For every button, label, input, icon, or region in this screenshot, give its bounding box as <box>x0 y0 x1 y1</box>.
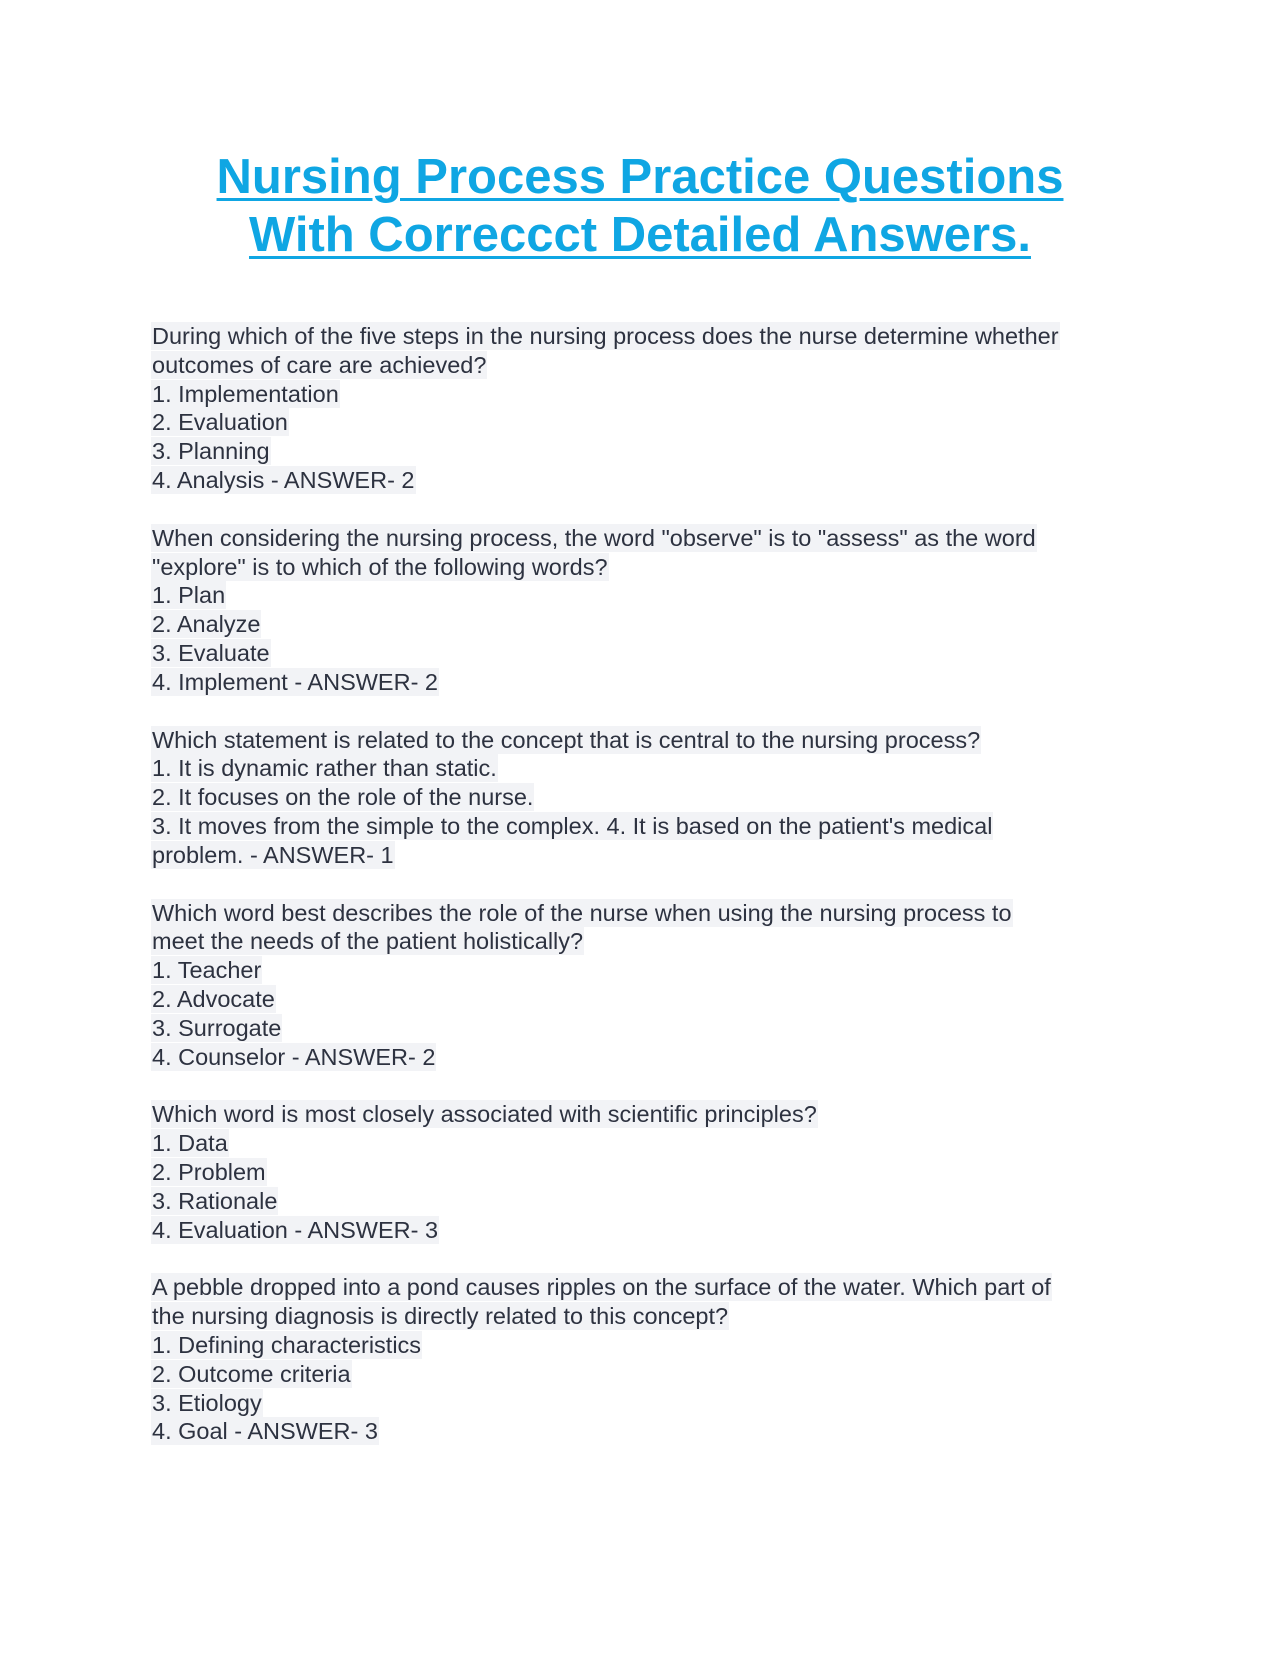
answer-option-with-answer: 4. Goal - ANSWER- 3 <box>152 1418 378 1445</box>
answer-option-with-answer: 4. Implement - ANSWER- 2 <box>152 668 438 695</box>
answer-option-with-answer: problem. - ANSWER- 1 <box>152 841 394 868</box>
answer-option: 3. Etiology <box>152 1389 262 1416</box>
answer-option: 3. It moves from the simple to the complex. 4. It is based on the patient's medical <box>152 812 993 839</box>
answer-option: 1. Defining characteristics <box>152 1331 422 1358</box>
answer-option: 2. Advocate <box>152 985 275 1012</box>
question-text-line: Which word best describes the role of the nurse when using the nursing process to <box>152 899 1012 926</box>
document-title-line-2: With Correccct Detailed Answers. <box>249 208 1031 262</box>
answer-option: 2. It focuses on the role of the nurse. <box>152 784 534 811</box>
answer-option-with-answer: 4. Counselor - ANSWER- 2 <box>152 1043 436 1070</box>
question-text-line: When considering the nursing process, the word "observe" is to "assess" as the word <box>152 524 1036 551</box>
answer-option: 2. Analyze <box>152 611 261 638</box>
question-text-line: Which word is most closely associated with scientific principles? <box>152 1101 817 1128</box>
answer-option: 1. Implementation <box>152 380 339 407</box>
answer-option: 1. It is dynamic rather than static. <box>152 755 497 782</box>
question-text-line: the nursing diagnosis is directly related to this concept? <box>152 1303 729 1330</box>
answer-option: 1. Data <box>152 1130 228 1157</box>
question-block <box>151 899 1131 1072</box>
answer-option: 3. Evaluate <box>152 639 270 666</box>
answer-option-with-answer: 4. Analysis - ANSWER- 2 <box>152 466 415 493</box>
answer-option: 3. Surrogate <box>152 1014 282 1041</box>
answer-option: 1. Teacher <box>152 957 262 984</box>
answer-option-with-answer: 4. Evaluation - ANSWER- 3 <box>152 1216 439 1243</box>
answer-option: 3. Rationale <box>152 1187 278 1214</box>
document-title <box>0 148 1280 264</box>
question-block <box>151 322 1131 495</box>
answer-option: 2. Evaluation <box>152 409 288 436</box>
answer-option: 1. Plan <box>152 582 226 609</box>
question-block <box>151 726 1131 870</box>
question-text-line: meet the needs of the patient holistically? <box>152 928 584 955</box>
question-text-line: A pebble dropped into a pond causes ripples on the surface of the water. Which part of <box>152 1274 1051 1301</box>
question-text-line: Which statement is related to the concept that is central to the nursing process? <box>152 726 981 753</box>
question-block <box>151 1100 1131 1244</box>
question-block <box>151 1273 1131 1446</box>
question-text-line: During which of the five steps in the nursing process does the nurse determine whether <box>152 323 1059 349</box>
question-text-line: "explore" is to which of the following words? <box>152 553 608 580</box>
question-block <box>151 524 1131 697</box>
answer-option: 3. Planning <box>152 438 270 465</box>
answer-option: 2. Problem <box>152 1158 266 1185</box>
question-list <box>151 322 1131 1475</box>
question-text-line: outcomes of care are achieved? <box>152 351 487 378</box>
answer-option: 2. Outcome criteria <box>152 1360 351 1387</box>
document-title-line-1: Nursing Process Practice Questions <box>216 150 1064 204</box>
